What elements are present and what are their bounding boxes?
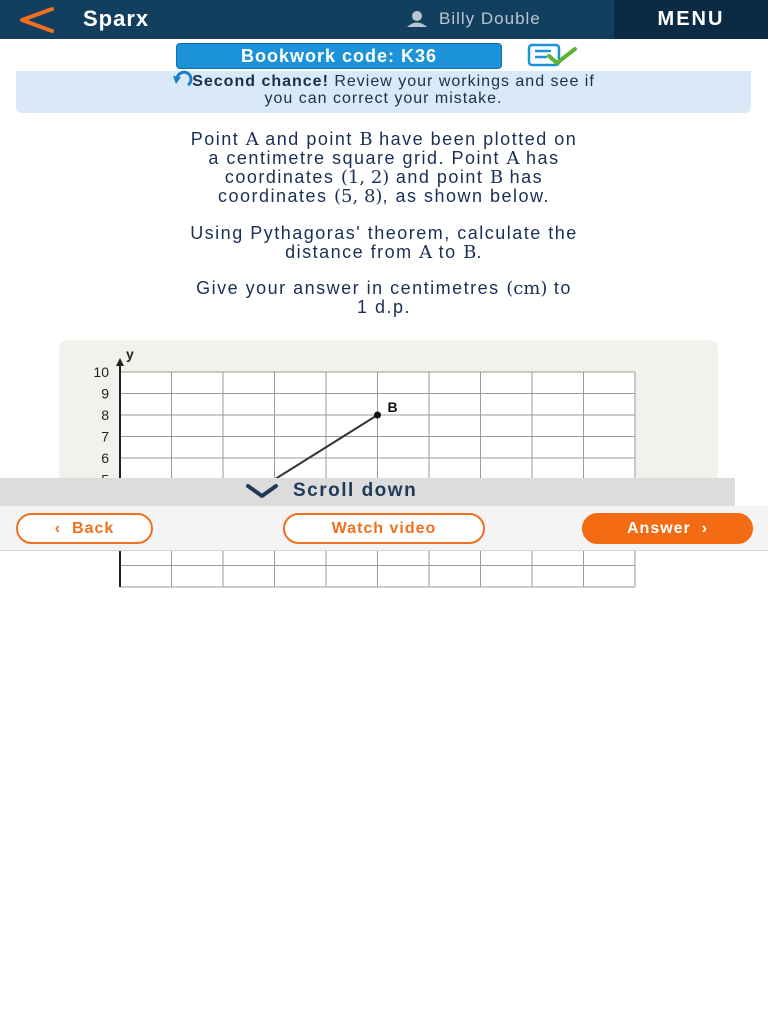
y-tick-label: 9 [101, 385, 109, 402]
user-icon [405, 10, 429, 28]
q-text: and point [258, 129, 360, 149]
q-text: , as shown below. [382, 186, 551, 206]
question-paragraph-2 [40, 224, 728, 262]
q-math: A [419, 242, 433, 263]
q-text: coordinates [224, 167, 341, 187]
q-text: has [503, 167, 544, 187]
retry-icon [172, 73, 192, 87]
q-math: B [463, 242, 477, 263]
bookwork-check-icon[interactable] [527, 43, 579, 67]
q-text: has [519, 148, 560, 168]
y-axis-label: y [126, 346, 134, 362]
q-text: coordinates [217, 186, 335, 206]
q-math: A [506, 148, 520, 169]
q-text: a centimetre square grid. Point [208, 148, 507, 168]
q-text: to [432, 242, 464, 262]
bottom-nav [0, 506, 768, 551]
y-tick-label: 7 [101, 428, 109, 445]
answer-label: Answer [626, 520, 691, 537]
user-profile[interactable] [405, 9, 541, 29]
q-math: B [359, 129, 373, 150]
y-tick-label: 10 [93, 364, 109, 380]
watch-video-label: Watch video [331, 520, 437, 537]
q-math: (1, 2) [340, 167, 390, 188]
question-paragraph-1 [40, 130, 728, 206]
brand-logo: Sparx [83, 6, 150, 31]
q-text: and point [389, 167, 490, 187]
second-chance-title: Second chance! [192, 73, 329, 90]
scroll-down-label: Scroll down [293, 480, 418, 501]
answer-button[interactable] [582, 513, 753, 544]
chevron-left-icon: ‹ [54, 520, 62, 537]
back-label: Back [71, 520, 115, 537]
back-arrow-icon[interactable] [16, 5, 56, 35]
watch-video-button[interactable] [283, 513, 485, 544]
q-math: (5, 8) [334, 186, 383, 207]
q-math: (cm) [506, 278, 548, 299]
top-bar [0, 0, 768, 39]
y-tick-label: 8 [101, 407, 109, 423]
menu-button[interactable]: MENU [614, 0, 768, 39]
q-text: . [476, 242, 483, 262]
bookwork-code-badge[interactable]: Bookwork code: K36 [176, 43, 502, 69]
point-label: B [387, 399, 398, 415]
q-math: B [489, 167, 504, 188]
bookwork-strip [0, 39, 768, 71]
back-button[interactable] [16, 513, 153, 544]
q-text: to [547, 278, 572, 298]
q-text: Give your answer in centimetres [196, 278, 507, 298]
chevron-down-icon [245, 483, 279, 499]
second-chance-notice [16, 71, 751, 113]
y-tick-label: 6 [101, 450, 109, 466]
point-b [374, 412, 381, 419]
q-text: Point [190, 129, 246, 149]
q-text: have been plotted on [372, 129, 578, 149]
scroll-down-bar[interactable] [0, 478, 735, 506]
user-name: Billy Double [439, 9, 541, 28]
chevron-right-icon: › [701, 520, 708, 537]
q-text: Using Pythagoras' theorem, calculate the [190, 223, 578, 243]
q-math: A [245, 129, 259, 150]
question-paragraph-3 [40, 279, 728, 317]
q-text: distance from [285, 242, 420, 262]
y-axis-arrow [116, 358, 124, 366]
notice-text-2: you can correct your mistake. [264, 90, 503, 107]
q-text: 1 d.p. [356, 297, 412, 317]
notice-text-1: Review your workings and see if [328, 73, 595, 90]
question-content [0, 71, 768, 506]
